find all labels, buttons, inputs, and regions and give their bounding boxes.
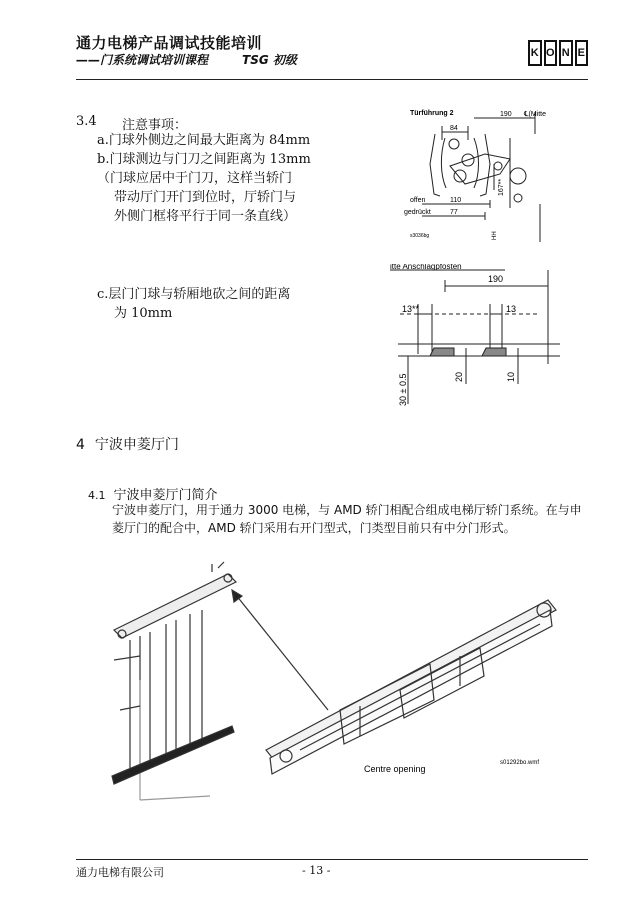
side-label: HH	[492, 231, 498, 240]
dim-10: 10	[506, 371, 516, 382]
note-item-b-detail-1: （门球应居中于门刀，这样当轿门	[97, 171, 293, 186]
dim-190: 190	[488, 274, 504, 284]
dim-30: 30 ± 0.5	[398, 373, 408, 406]
note-item-b-detail-2: 带动厅门开门到位时，厅轿门与	[114, 190, 297, 205]
page-number: - 13 -	[302, 864, 331, 877]
dim-13-left: 13**	[402, 304, 420, 314]
dim-110: 110	[450, 197, 462, 204]
drawing-title: Türführung 2	[410, 110, 454, 117]
section-number: 4	[76, 437, 85, 453]
dim-190: 190	[500, 111, 512, 118]
note-item-c: c.层门门球与轿厢地砍之间的距离	[97, 287, 291, 302]
intro-paragraph: 宁波申菱厅门，用于通力 3000 电梯，与 AMD 轿门相配合组成电梯厅轿门系统。在与申菱厅门的配合中，AMD 轿门采用右开门型式，门类型目前只有中分门形式。	[112, 503, 582, 535]
label-pressed: gedrückt	[404, 209, 431, 216]
subsection-number: 4.1	[88, 489, 106, 502]
illustration-code: s01292bo.wmf	[500, 760, 540, 766]
note-item-b: b.门球测边与门刀之间距离为 13mm	[97, 152, 311, 167]
footer-divider	[76, 859, 588, 860]
dim-13-right: 13	[506, 304, 517, 314]
logo-letter-n: N	[559, 40, 573, 66]
sill-clearance-drawing	[390, 264, 590, 414]
door-system-illustration	[100, 560, 560, 810]
dim-167: 167**	[498, 178, 505, 196]
notes-title: 注意事项：	[122, 118, 188, 133]
course-name: ——门系统调试培训课程	[76, 53, 209, 67]
notes-number: 3.4	[76, 114, 97, 129]
subsection-title: 宁波申菱厅门简介	[113, 488, 218, 503]
logo-letter-k: K	[528, 40, 542, 66]
logo-letter-o: O	[544, 40, 558, 66]
header-divider	[76, 79, 588, 80]
note-item-b-detail-3: 外侧门框将平行于同一条直线）	[114, 209, 297, 224]
footer-company: 通力电梯有限公司	[76, 866, 164, 879]
kone-logo	[528, 40, 588, 66]
course-level: TSG 初级	[242, 53, 297, 67]
section-title: 宁波申菱厅门	[94, 437, 179, 453]
document-title: 通力电梯产品调试技能培训	[76, 34, 263, 52]
illustration-caption: Centre opening	[364, 764, 426, 774]
section-heading	[76, 434, 179, 454]
dim-84: 84	[450, 125, 458, 132]
dim-77: 77	[450, 209, 458, 216]
note-item-a: a.门球外侧边之间最大距离为 84mm	[97, 133, 311, 148]
drawing-top-label: itte Anschlagpfosten	[390, 264, 462, 271]
logo-letter-e: E	[575, 40, 589, 66]
document-subtitle	[76, 51, 297, 68]
centerline-label: ℄(Mitte	[524, 111, 546, 118]
note-item-c-detail: 为 10mm	[114, 306, 173, 321]
label-open: offen	[410, 197, 426, 204]
door-coupler-drawing	[390, 104, 590, 244]
drawing-code: s3036bg	[410, 233, 430, 239]
dim-20: 20	[454, 371, 464, 382]
